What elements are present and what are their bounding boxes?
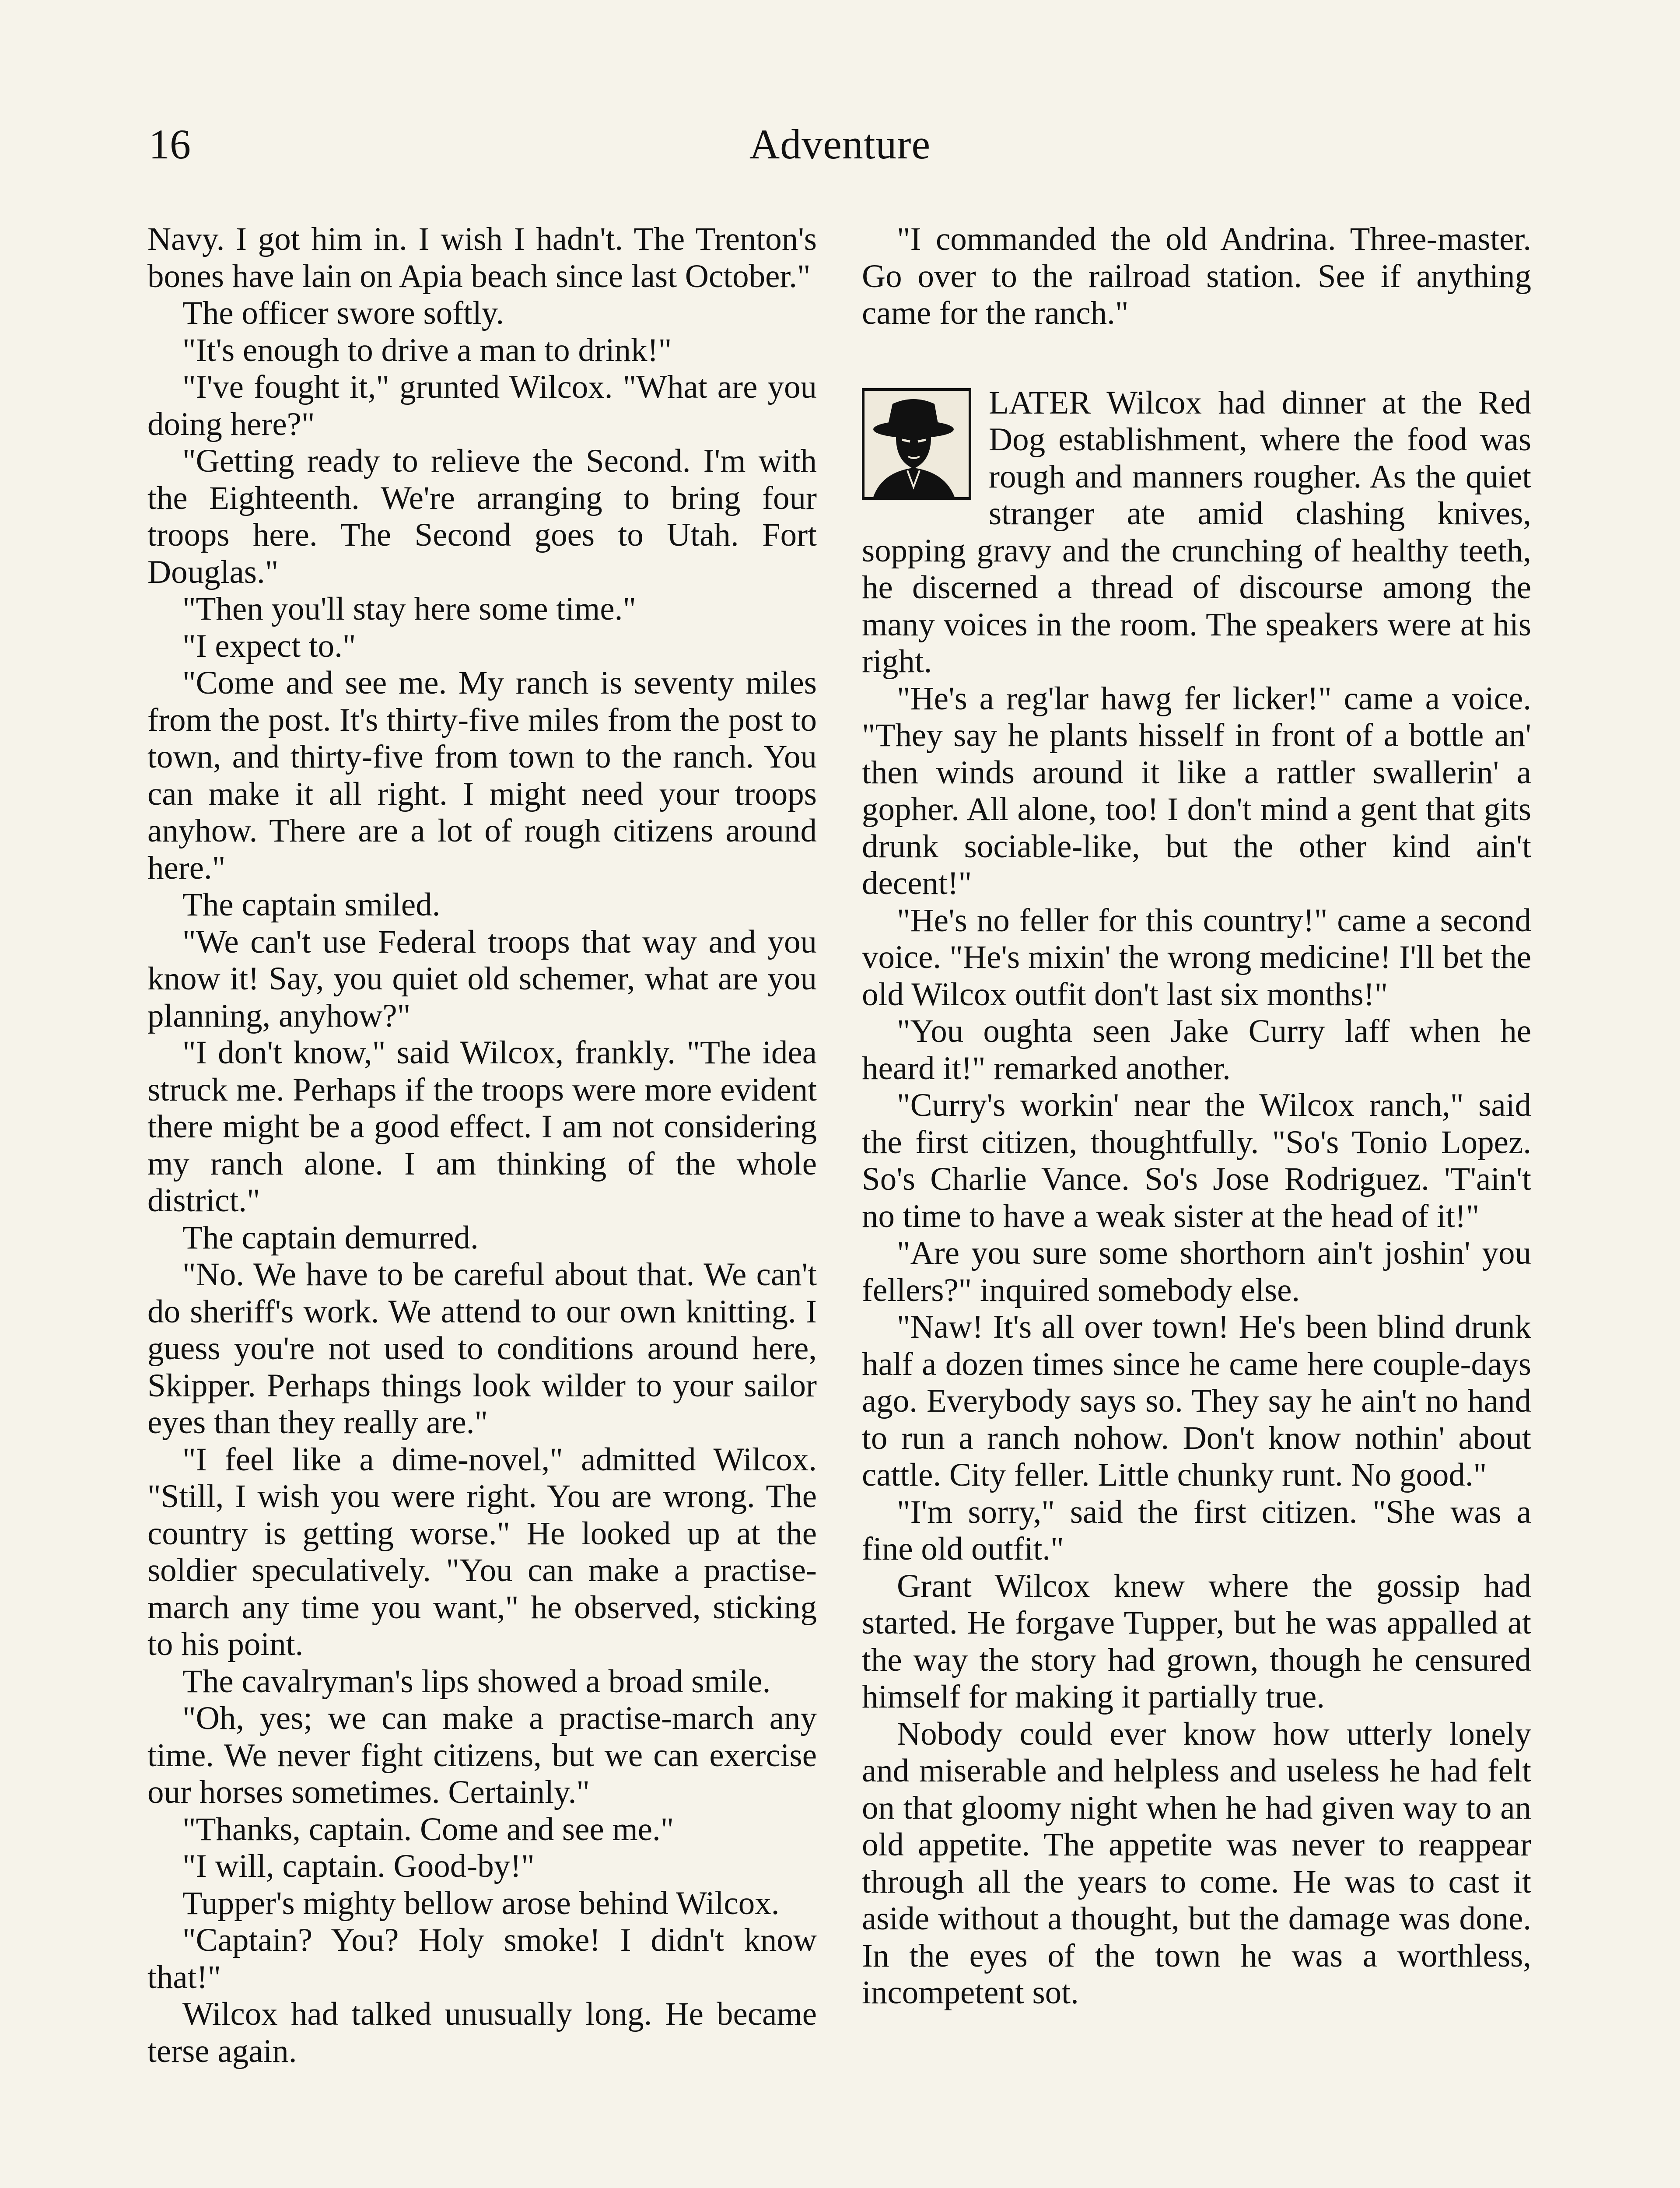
paragraph: Navy. I got him in. I wish I hadn't. The Trenton's bones have lain on Apia beach since last October."	[147, 221, 817, 295]
paragraph: "Thanks, captain. Come and see me."	[182, 1811, 674, 1848]
paragraph: "I commanded the old Andrina. Three-master. Go over to the railroad station. See if anything came for the ranch."	[862, 221, 1531, 331]
paragraph: The captain demurred.	[182, 1219, 479, 1256]
paragraph: "Captain? You? Holy smoke! I didn't know that!"	[147, 1922, 817, 1995]
dropcap-paragraph: LATER Wilcox had dinner at the Red Dog establishment, where the food was rough and manners rougher. As the quiet stranger ate amid clashing knives, sopping gravy and the crunching of healthy teeth, he discerned a thread of discourse among the many voices in the room. The speakers were at his right.	[862, 384, 1531, 680]
paragraph: "No. We have to be careful about that. We can't do sheriff's work. We attend to our own knitting. I guess you're not used to conditions around here, Skipper. Perhaps things look wilder to your sailor eyes than they really are."	[147, 1256, 817, 1441]
paragraph: "Come and see me. My ranch is seventy miles from the post. It's thirty-five miles from the post to town, and thirty-five from town to the ranch. You can make it all right. I might need your troops anyhow. There are a lot of rough citizens around here."	[147, 665, 817, 886]
paragraph: "Curry's workin' near the Wilcox ranch," said the first citizen, thoughtfully. "So's Tonio Lopez. So's Charlie Vance. So's Jose Rodriguez. 'T'ain't no time to have a weak sister at the head of it!"	[862, 1087, 1531, 1234]
paragraph: "Getting ready to relieve the Second. I'm with the Eighteenth. We're arranging to bring four troops here. The Second goes to Utah. Fort Douglas."	[147, 443, 817, 590]
page-number: 16	[149, 121, 191, 168]
paragraph: "I expect to."	[182, 628, 356, 664]
paragraph: "He's a reg'lar hawg fer licker!" came a voice. "They say he plants hisself in front of a bottle an' then winds around it like a rattler swallerin' a gopher. All alone, too! I don't mind a gent that gits drunk sociable-like, but the other kind ain't decent!"	[862, 680, 1531, 901]
paragraph: Grant Wilcox knew where the gossip had started. He forgave Tupper, but he was appalled at the way the story had grown, though he censured himself for making it partially true.	[862, 1567, 1531, 1715]
paragraph: "Oh, yes; we can make a practise-march any time. We never fight citizens, but we can exercise our horses sometimes. Certainly."	[147, 1700, 817, 1810]
paragraph: "Naw! It's all over town! He's been blind drunk half a dozen times since he came here couple-days ago. Everybody says so. They say he ain't no hand to run a ranch nohow. Don't know nothin' about cattle. City feller. Little chunky runt. No good."	[862, 1309, 1531, 1493]
paragraph: Wilcox had talked unusually long. He became terse again.	[147, 1996, 817, 2069]
paragraph: The cavalryman's lips showed a broad smile.	[182, 1663, 771, 1700]
paragraph: "I don't know," said Wilcox, frankly. "The idea struck me. Perhaps if the troops were more evident there might be a good effect. I am not considering my ranch alone. I am thinking of the whole district."	[147, 1034, 817, 1219]
paragraph: "It's enough to drive a man to drink!"	[182, 332, 672, 368]
left-column	[147, 221, 817, 2070]
paragraph: "We can't use Federal troops that way and you know it! Say, you quiet old schemer, what are you planning, anyhow?"	[147, 923, 817, 1034]
paragraph: "Are you sure some shorthorn ain't joshin' you fellers?" inquired somebody else.	[862, 1235, 1531, 1308]
paragraph: The officer swore softly.	[182, 295, 504, 331]
section-opening	[862, 385, 1531, 680]
paragraph: Nobody could ever know how utterly lonely and miserable and helpless and useless he had felt on that gloomy night when he had given way to an old appetite. The appetite was never to reappear through all the years to come. He was to cast it aside without a thought, but the damage was done. In the eyes of the town he was a worthless, incompetent sot.	[862, 1715, 1531, 2011]
paragraph: "Then you'll stay here some time."	[182, 591, 636, 627]
paragraph: The captain smiled.	[182, 887, 441, 923]
cowboy-illustration-icon	[862, 388, 971, 500]
paragraph: "I feel like a dime-novel," admitted Wilcox. "Still, I wish you were right. You are wrong. The country is getting worse." He looked up at the soldier speculatively. "You can make a practise-march any time you want," he observed, sticking to his point.	[147, 1441, 817, 1662]
paragraph: "I'm sorry," said the first citizen. "She was a fine old outfit."	[862, 1494, 1531, 1567]
paragraph: "I've fought it," grunted Wilcox. "What are you doing here?"	[147, 369, 817, 442]
right-column	[862, 221, 1531, 2012]
paragraph: "I will, captain. Good-by!"	[182, 1848, 535, 1884]
paragraph: "You oughta seen Jake Curry laff when he heard it!" remarked another.	[862, 1013, 1531, 1087]
paragraph: "He's no feller for this country!" came a second voice. "He's mixin' the wrong medicine! I'll bet the old Wilcox outfit don't last six months!"	[862, 902, 1531, 1013]
paragraph: Tupper's mighty bellow arose behind Wilcox.	[182, 1885, 780, 1922]
running-head: Adventure	[749, 121, 931, 168]
